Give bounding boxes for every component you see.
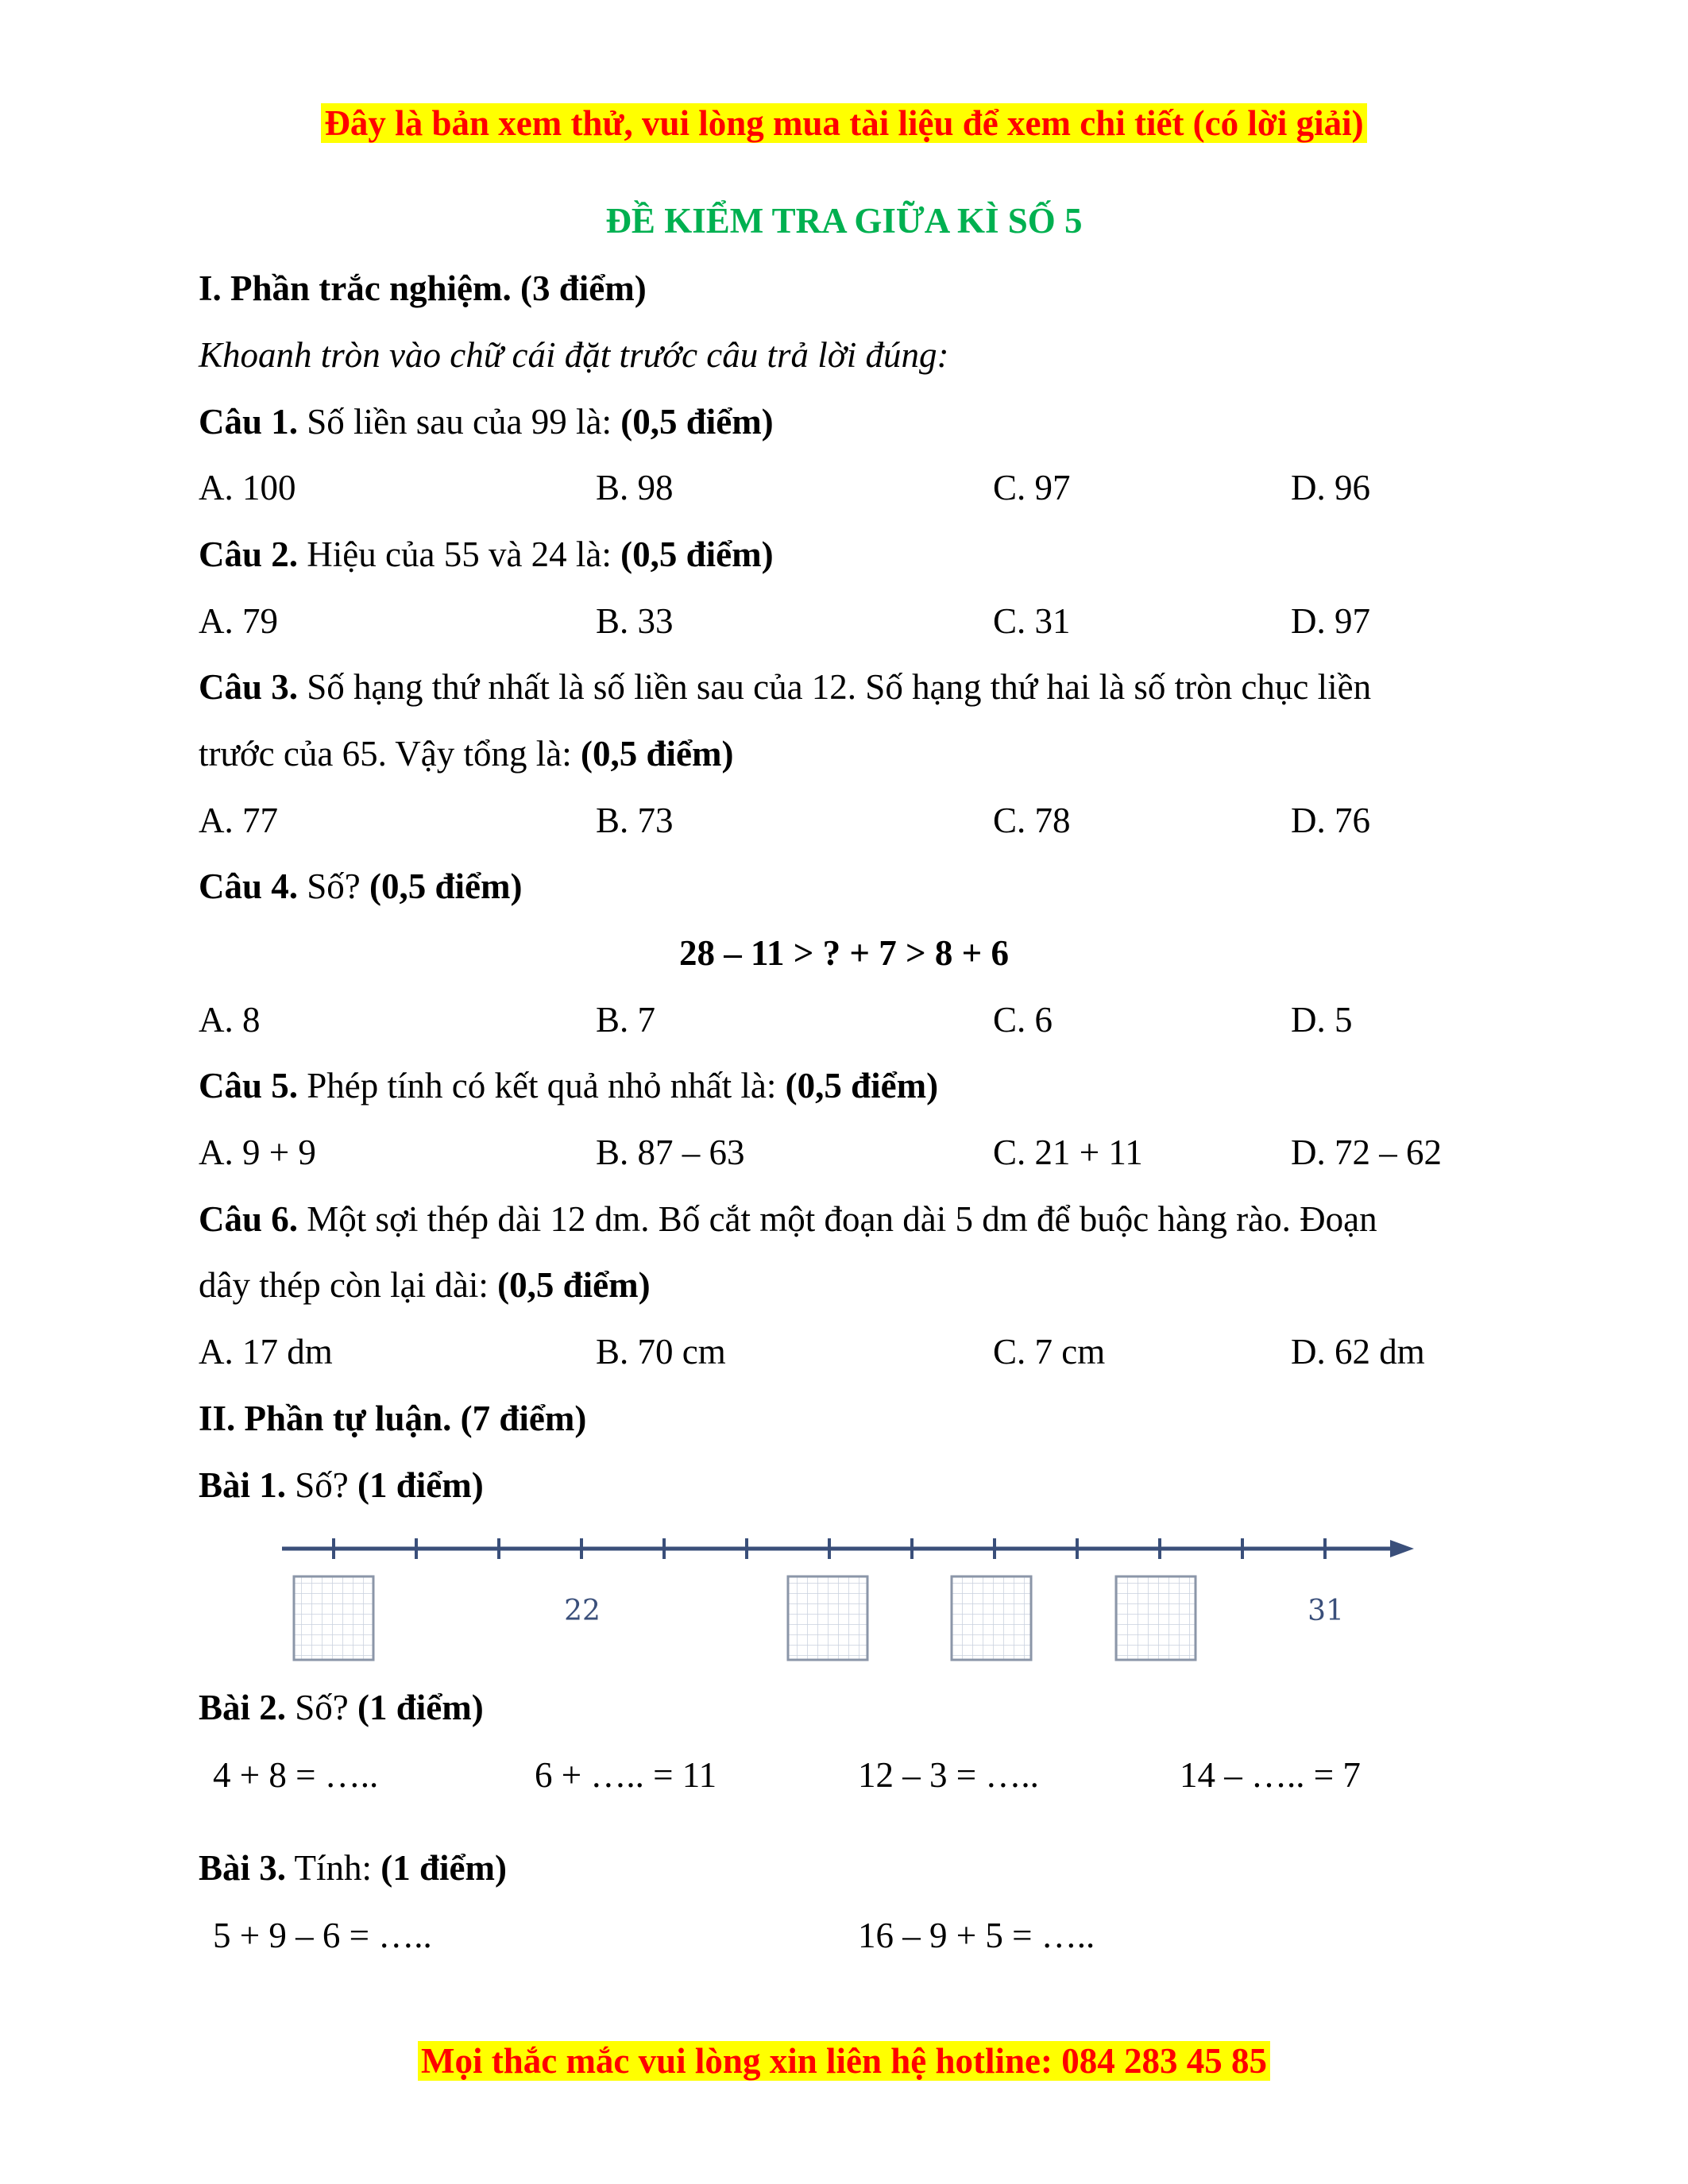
part1-heading: I. Phần trắc nghiệm. (3 điểm) — [199, 268, 647, 308]
number-line — [270, 1521, 1422, 1668]
q2-option-b[interactable]: B. 33 — [596, 601, 674, 641]
q5-option-d[interactable]: D. 72 – 62 — [1291, 1133, 1442, 1172]
q3-option-b[interactable]: B. 73 — [596, 801, 674, 840]
bai3-exercise-2[interactable]: 16 – 9 + 5 = ….. — [858, 1916, 1095, 1955]
question-4: Câu 4. Số? (0,5 điểm) — [199, 866, 523, 906]
answer-box-2[interactable] — [788, 1576, 867, 1660]
question-6: Câu 6. Một sợi thép dài 12 dm. Bố cắt một đoạn dài 5 dm để buộc hàng rào. Đoạn — [199, 1199, 1377, 1239]
bai2-exercise-2[interactable]: 6 + ….. = 11 — [535, 1755, 717, 1795]
bai2-exercise-3[interactable]: 12 – 3 = ….. — [858, 1755, 1039, 1795]
number-line-label-31: 31 — [1308, 1595, 1344, 1627]
question-6-line2: dây thép còn lại dài: (0,5 điểm) — [199, 1265, 651, 1305]
preview-notice: Đây là bản xem thử, vui lòng mua tài liệu để xem chi tiết (có lời giải) — [0, 99, 1688, 147]
bai2-exercise-4[interactable]: 14 – ….. = 7 — [1180, 1755, 1361, 1795]
answer-box-1[interactable] — [294, 1576, 373, 1660]
question-2: Câu 2. Hiệu của 55 và 24 là: (0,5 điểm) — [199, 534, 774, 574]
question-3-line2: trước của 65. Vậy tổng là: (0,5 điểm) — [199, 734, 734, 774]
bai3-exercise-1[interactable]: 5 + 9 – 6 = ….. — [213, 1916, 432, 1955]
question-1: Câu 1. Số liền sau của 99 là: (0,5 điểm) — [199, 402, 774, 442]
q6-option-a[interactable]: A. 17 dm — [199, 1332, 333, 1372]
question-3: Câu 3. Số hạng thứ nhất là số liền sau của 12. Số hạng thứ hai là số tròn chục liền — [199, 667, 1372, 707]
q1-option-c[interactable]: C. 97 — [993, 468, 1071, 507]
q3-option-a[interactable]: A. 77 — [199, 801, 278, 840]
q4-option-a[interactable]: A. 8 — [199, 1000, 261, 1040]
q5-option-a[interactable]: A. 9 + 9 — [199, 1133, 316, 1172]
hotline-notice: Mọi thắc mắc vui lòng xin liên hệ hotline: 084 283 45 85 — [0, 2037, 1688, 2085]
answer-box-4[interactable] — [1116, 1576, 1196, 1660]
q3-option-c[interactable]: C. 78 — [993, 801, 1071, 840]
number-line-label-22: 22 — [564, 1595, 601, 1627]
q6-option-b[interactable]: B. 70 cm — [596, 1332, 726, 1372]
q4-option-b[interactable]: B. 7 — [596, 1000, 656, 1040]
q5-option-b[interactable]: B. 87 – 63 — [596, 1133, 745, 1172]
exam-title: ĐỀ KIỂM TRA GIỮA KÌ SỐ 5 — [605, 201, 1083, 241]
q1-option-b[interactable]: B. 98 — [596, 468, 674, 507]
q2-option-c[interactable]: C. 31 — [993, 601, 1071, 641]
question-4-expression: 28 – 11 > ? + 7 > 8 + 6 — [678, 933, 1010, 973]
number-line-arrow-icon — [1390, 1540, 1414, 1557]
q3-option-d[interactable]: D. 76 — [1291, 801, 1370, 840]
q4-option-d[interactable]: D. 5 — [1291, 1000, 1353, 1040]
q6-option-c[interactable]: C. 7 cm — [993, 1332, 1106, 1372]
question-5: Câu 5. Phép tính có kết quả nhỏ nhất là: (0,5 điểm) — [199, 1066, 939, 1106]
q5-option-c[interactable]: C. 21 + 11 — [993, 1133, 1143, 1172]
bai-1: Bài 1. Số? (1 điểm) — [199, 1465, 484, 1505]
bai-3: Bài 3. Tính: (1 điểm) — [199, 1848, 507, 1888]
q4-option-c[interactable]: C. 6 — [993, 1000, 1053, 1040]
q2-option-a[interactable]: A. 79 — [199, 601, 278, 641]
bai2-exercise-1[interactable]: 4 + 8 = ….. — [213, 1755, 379, 1795]
q6-option-d[interactable]: D. 62 dm — [1291, 1332, 1425, 1372]
q1-option-a[interactable]: A. 100 — [199, 468, 296, 507]
bai-2: Bài 2. Số? (1 điểm) — [199, 1688, 484, 1727]
q1-option-d[interactable]: D. 96 — [1291, 468, 1370, 507]
part2-heading: II. Phần tự luận. (7 điểm) — [199, 1399, 587, 1438]
q2-option-d[interactable]: D. 97 — [1291, 601, 1370, 641]
answer-box-3[interactable] — [952, 1576, 1031, 1660]
part1-instruction: Khoanh tròn vào chữ cái đặt trước câu trả lời đúng: — [199, 335, 949, 375]
